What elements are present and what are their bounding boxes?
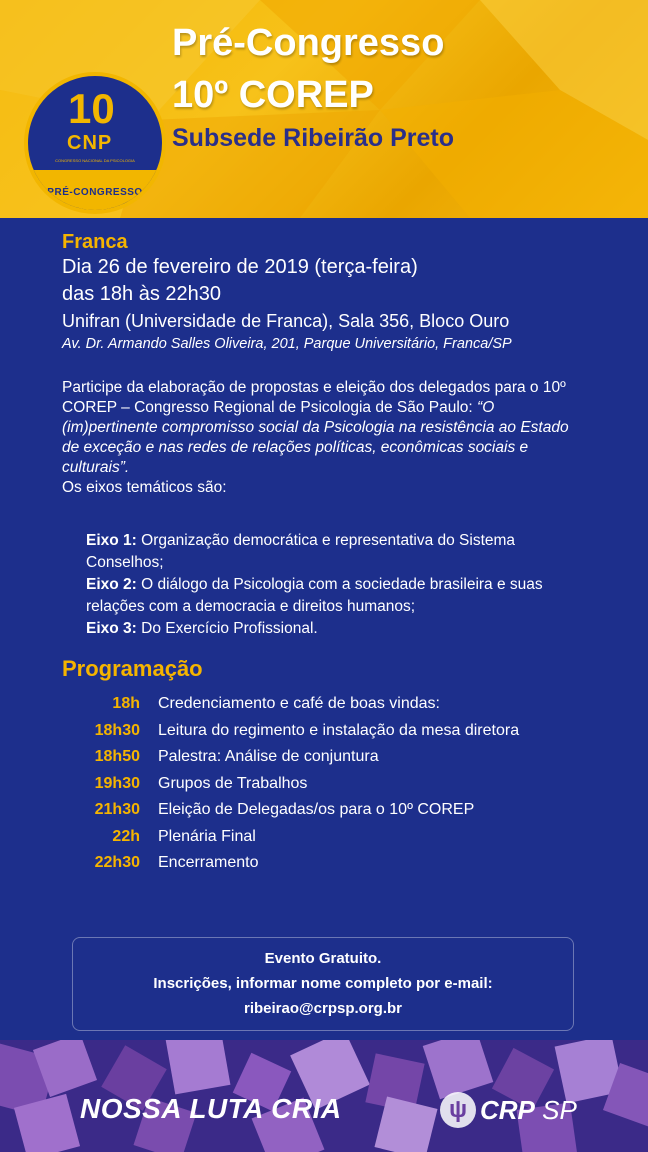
psi-icon: ψ — [440, 1092, 476, 1128]
program-desc: Credenciamento e café de boas vindas: — [158, 695, 440, 713]
crp-brand-suffix: SP — [542, 1095, 577, 1125]
program-row — [60, 771, 620, 798]
axis-item-3 — [86, 618, 586, 640]
axis-text: Organização democrática e representativa do Sistema Conselhos; — [86, 532, 516, 571]
event-hours: das 18h às 22h30 — [62, 283, 222, 305]
cnp-badge — [24, 72, 166, 214]
page-title-line1: Pré-Congresso — [172, 22, 445, 64]
registration-email-link[interactable]: ribeirao@crpsp.org.br — [244, 1000, 402, 1017]
footer-slogan: NOSSA LUTA CRIA — [80, 1093, 342, 1124]
program-time: 22h — [112, 827, 140, 845]
program-row — [60, 744, 620, 771]
badge-label: PRÉ-CONGRESSO — [47, 187, 143, 198]
program-desc: Grupos de Trabalhos — [158, 774, 308, 792]
badge-number: 10 — [68, 85, 115, 132]
program-time: 18h50 — [94, 748, 140, 766]
registration-free: Evento Gratuito. — [264, 950, 382, 967]
badge-acronym: CNP — [67, 132, 113, 154]
axis-text: Do Exercício Profissional. — [136, 620, 318, 637]
program-row — [60, 797, 620, 824]
description-quote: “O (im)pertinente compromisso social da Psicologia na resistência ao Estado de exceção e nas redes de relações políticas, econômicas sociais e culturais”. — [62, 399, 569, 476]
program-desc: Leitura do regimento e instalação da mesa diretora — [158, 721, 520, 739]
axis-item-2 — [86, 574, 586, 618]
description-intro: Participe da elaboração de propostas e eleição dos delegados para o 10º COREP – Congresso Regional de Psicologia de São Paulo: — [62, 379, 566, 416]
program-row — [60, 718, 620, 745]
program-time: 21h30 — [94, 801, 140, 819]
event-venue: Unifran (Universidade de Franca), Sala 356, Bloco Ouro — [62, 311, 510, 331]
page-title-line2: 10º COREP — [172, 74, 374, 116]
axis-label: Eixo 2: — [86, 576, 137, 593]
event-city: Franca — [62, 231, 128, 253]
axes-intro: Os eixos temáticos são: — [62, 479, 227, 496]
crp-brand-name: CRP — [480, 1095, 535, 1125]
registration-box — [72, 937, 574, 1031]
program-list — [60, 691, 620, 877]
program-row — [60, 691, 620, 718]
badge-tagline: CONGRESSO NACIONAL DA PSICOLOGIA — [55, 158, 135, 163]
program-desc: Plenária Final — [158, 827, 256, 845]
program-desc: Encerramento — [158, 854, 259, 872]
axes-list — [86, 530, 586, 640]
program-row — [60, 850, 620, 877]
program-row — [60, 824, 620, 851]
event-info — [62, 230, 622, 354]
program-time: 18h30 — [94, 721, 140, 739]
axis-text: O diálogo da Psicologia com a sociedade brasileira e suas relações com a democracia e direitos humanos; — [86, 576, 543, 615]
program-title: Programação — [62, 656, 203, 681]
event-address: Av. Dr. Armando Salles Oliveira, 201, Parque Universitário, Franca/SP — [62, 336, 512, 352]
program-time: 18h — [112, 695, 140, 713]
axis-item-1 — [86, 530, 586, 574]
program-time: 19h30 — [94, 774, 140, 792]
axis-label: Eixo 1: — [86, 532, 137, 549]
crp-brand — [480, 1095, 577, 1126]
event-date: Dia 26 de fevereiro de 2019 (terça-feira) — [62, 256, 418, 278]
program-desc: Eleição de Delegadas/os para o 10º COREP — [158, 801, 475, 819]
program-desc: Palestra: Análise de conjuntura — [158, 748, 379, 766]
badge-band — [28, 170, 162, 210]
description-paragraph — [62, 378, 586, 498]
registration-instructions: Inscrições, informar nome completo por e-mail: — [153, 975, 493, 992]
program-time: 22h30 — [94, 854, 140, 872]
page-subtitle: Subsede Ribeirão Preto — [172, 124, 455, 152]
header-banner — [0, 0, 648, 218]
axis-label: Eixo 3: — [86, 620, 137, 637]
